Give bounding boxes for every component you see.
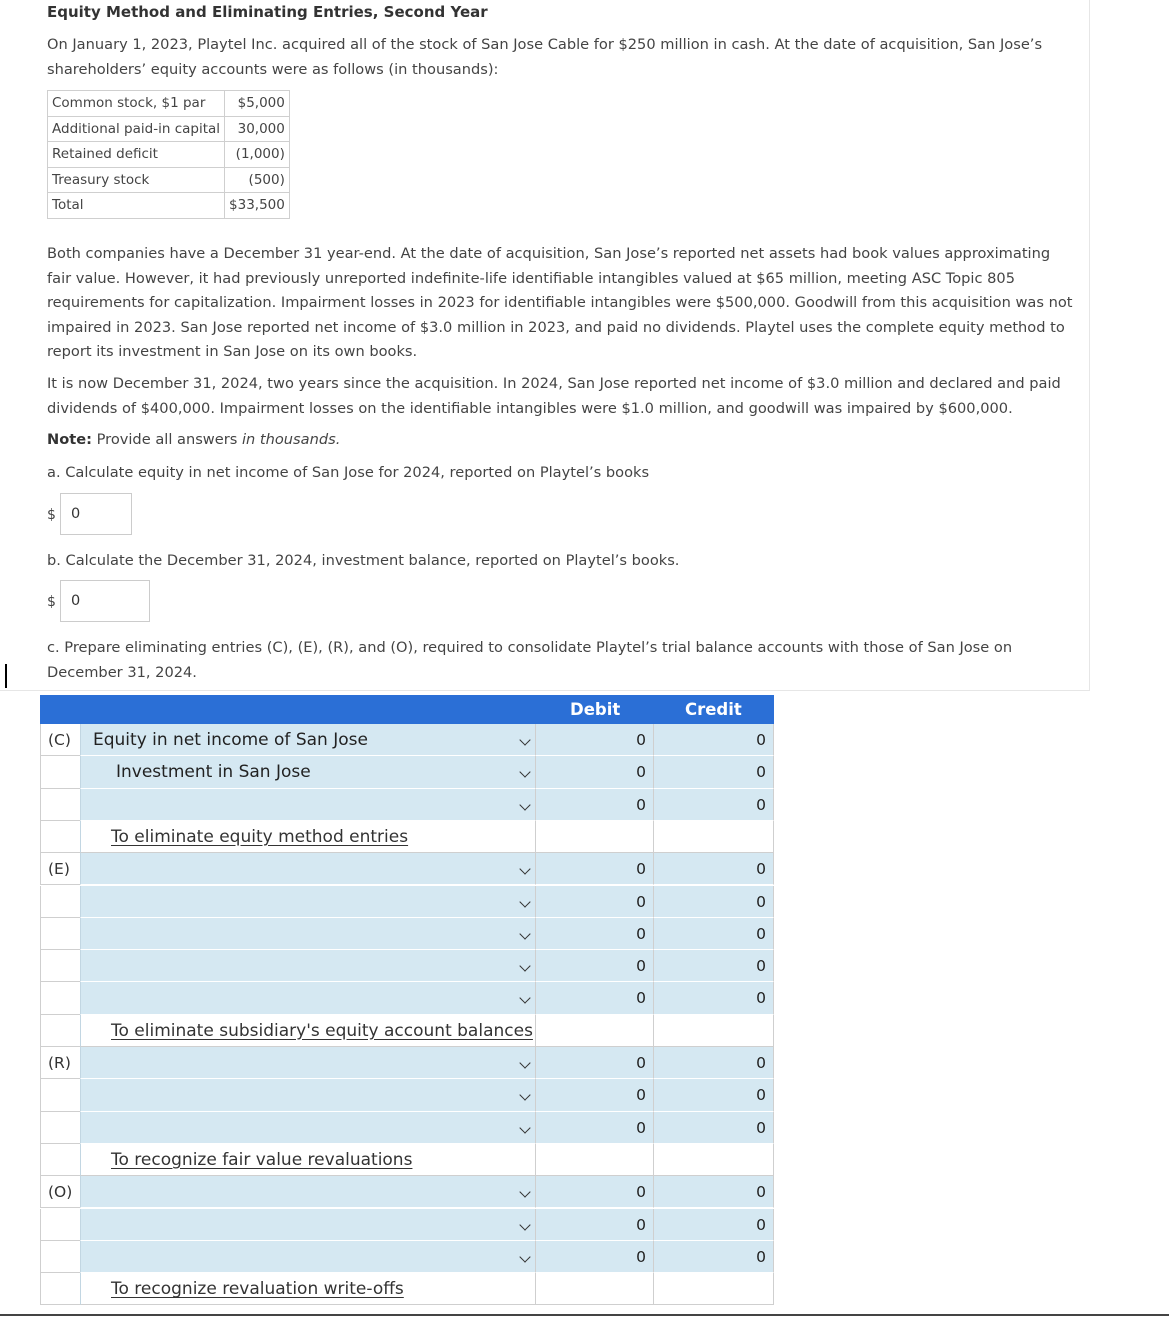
- entry-memo: To eliminate equity method entries: [111, 826, 409, 847]
- chevron-down-icon[interactable]: [519, 896, 530, 907]
- journal-entry-row: [40, 950, 774, 982]
- account-select[interactable]: [80, 1079, 535, 1111]
- facts-paragraph: Both companies have a December 31 year-end. At the date of acquisition, San Jose’s reported net assets had book values approximating fair value. However, it had previously unreported indefinite-life identifiable intangibles valued at $65 million, meeting ASC Topic 805 requirements for capitalization. Impairment losses in 2023 for identifiable intangibles were $500,000. Goodwill from this acquisition was not impaired in 2023. San Jose reported net income of $3.0 million in 2023, and paid no dividends. Playtel uses the complete equity method to report its investment in San Jose on its own books.: [47, 245, 1073, 360]
- equity-amount: $5,000: [225, 91, 290, 117]
- debit-input[interactable]: 0: [535, 1079, 653, 1111]
- journal-memo-row: [40, 1144, 774, 1176]
- journal-entry-row: [40, 982, 774, 1014]
- equity-label: Total: [48, 193, 225, 219]
- account-select[interactable]: [80, 1241, 535, 1273]
- entry-label: [40, 1241, 80, 1273]
- part-a-answer-input[interactable]: 0: [60, 493, 132, 535]
- journal-entry-row: [40, 1112, 774, 1144]
- credit-input[interactable]: 0: [653, 789, 774, 821]
- debit-input[interactable]: 0: [535, 918, 653, 950]
- part-a-prompt: a. Calculate equity in net income of San Jose for 2024, reported on Playtel’s books: [47, 464, 650, 481]
- equity-label: Retained deficit: [48, 142, 225, 168]
- memo-cell: [80, 821, 535, 853]
- table-row: [48, 142, 290, 168]
- entry-label: [40, 1273, 80, 1305]
- entry-label: [40, 1079, 80, 1111]
- chevron-down-icon[interactable]: [519, 799, 530, 810]
- note-italic: in thousands.: [241, 431, 341, 448]
- chevron-down-icon[interactable]: [519, 864, 530, 875]
- credit-input[interactable]: 0: [653, 1209, 774, 1241]
- journal-entry-row: [40, 1176, 774, 1208]
- equity-amount: (500): [225, 167, 290, 193]
- journal-entry-row: [40, 756, 774, 788]
- current-year-paragraph: It is now December 31, 2024, two years since the acquisition. In 2024, San Jose reported net income of $3.0 million and declared and paid dividends of $400,000. Impairment losses on the identifiable intangibles were $1.0 million, and goodwill was impaired by $600,000.: [47, 375, 1061, 417]
- account-name: Equity in net income of San Jose: [93, 730, 368, 750]
- journal-entry-row: [40, 853, 774, 885]
- memo-cell: [80, 1015, 535, 1047]
- intro-paragraph: On January 1, 2023, Playtel Inc. acquired all of the stock of San Jose Cable for $250 million in cash. At the date of acquisition, San Jose’s shareholders’ equity accounts were as follows (in thousands):: [47, 36, 1043, 78]
- entry-label: [40, 950, 80, 982]
- equity-amount: (1,000): [225, 142, 290, 168]
- credit-cell-empty: [653, 1015, 774, 1047]
- entry-label: [40, 1015, 80, 1047]
- memo-cell: [80, 1144, 535, 1176]
- part-c-prompt: c. Prepare eliminating entries (C), (E), (R), and (O), required to consolidate Playtel’s trial balance accounts with those of San Jose on December 31, 2024.: [47, 639, 1013, 681]
- debit-cell-empty: [535, 821, 653, 853]
- credit-cell-empty: [653, 1273, 774, 1305]
- credit-header: Credit: [685, 700, 742, 719]
- equity-label: Common stock, $1 par: [48, 91, 225, 117]
- chevron-down-icon[interactable]: [519, 1057, 530, 1068]
- debit-input[interactable]: 0: [535, 886, 653, 918]
- text-cursor: [5, 664, 7, 688]
- journal-memo-row: [40, 1273, 774, 1305]
- chevron-down-icon[interactable]: [519, 1187, 530, 1198]
- problem-title: Equity Method and Eliminating Entries, Second Year: [47, 3, 488, 21]
- entry-label: [40, 821, 80, 853]
- problem-panel: [0, 0, 1090, 691]
- credit-input[interactable]: 0: [653, 950, 774, 982]
- table-row: [48, 193, 290, 219]
- entry-label: [40, 789, 80, 821]
- account-select[interactable]: [80, 756, 535, 788]
- credit-input[interactable]: 0: [653, 756, 774, 788]
- entry-label: [40, 1144, 80, 1176]
- chevron-down-icon[interactable]: [519, 928, 530, 939]
- entry-label: [40, 982, 80, 1014]
- journal-entry-row: [40, 1079, 774, 1111]
- table-row: [48, 167, 290, 193]
- entry-label: (C): [40, 724, 80, 756]
- credit-input[interactable]: 0: [653, 1047, 774, 1079]
- chevron-down-icon[interactable]: [519, 960, 530, 971]
- entry-label: [40, 1209, 80, 1241]
- memo-cell: [80, 1273, 535, 1305]
- debit-header: Debit: [570, 700, 621, 719]
- journal-memo-row: [40, 821, 774, 853]
- account-select[interactable]: [80, 1047, 535, 1079]
- chevron-down-icon[interactable]: [519, 1251, 530, 1262]
- entry-memo: To recognize fair value revaluations: [111, 1149, 413, 1170]
- bottom-divider: [0, 1314, 1169, 1316]
- entry-memo: To eliminate subsidiary's equity account balances: [111, 1020, 533, 1041]
- chevron-down-icon[interactable]: [519, 734, 530, 745]
- account-select[interactable]: [80, 1176, 535, 1208]
- account-select[interactable]: [80, 1112, 535, 1144]
- account-select[interactable]: [80, 982, 535, 1014]
- account-select[interactable]: [80, 886, 535, 918]
- entry-label: (E): [40, 853, 80, 885]
- note-body: Provide all answers: [96, 431, 238, 448]
- credit-input[interactable]: 0: [653, 1112, 774, 1144]
- note-label: Note:: [47, 431, 92, 448]
- equity-amount: 30,000: [225, 116, 290, 142]
- journal-memo-row: [40, 1015, 774, 1047]
- part-b-prompt: b. Calculate the December 31, 2024, investment balance, reported on Playtel’s books.: [47, 552, 680, 569]
- credit-input[interactable]: 0: [653, 853, 774, 885]
- equity-accounts-table: [47, 90, 290, 219]
- journal-entry-row: [40, 1209, 774, 1241]
- debit-cell-empty: [535, 1015, 653, 1047]
- debit-input[interactable]: 0: [535, 1112, 653, 1144]
- entry-label: [40, 1112, 80, 1144]
- entry-label: [40, 886, 80, 918]
- table-row: [48, 91, 290, 117]
- currency-symbol: $: [47, 594, 56, 610]
- journal-entry-row: [40, 789, 774, 821]
- entry-memo: To recognize revaluation write-offs: [111, 1279, 404, 1300]
- table-row: [48, 116, 290, 142]
- journal-entry-row: [40, 886, 774, 918]
- journal-entry-row: [40, 918, 774, 950]
- chevron-down-icon[interactable]: [519, 1090, 530, 1101]
- chevron-down-icon[interactable]: [519, 767, 530, 778]
- journal-entry-row: [40, 1241, 774, 1273]
- chevron-down-icon[interactable]: [519, 993, 530, 1004]
- debit-input[interactable]: 0: [535, 1176, 653, 1208]
- debit-input[interactable]: 0: [535, 1241, 653, 1273]
- note-text: [47, 431, 340, 448]
- journal-entry-row: [40, 724, 774, 756]
- entry-label: (R): [40, 1047, 80, 1079]
- debit-cell-empty: [535, 1144, 653, 1176]
- equity-amount: $33,500: [225, 193, 290, 219]
- account-select[interactable]: [80, 1209, 535, 1241]
- debit-cell-empty: [535, 1273, 653, 1305]
- debit-input[interactable]: 0: [535, 853, 653, 885]
- credit-input[interactable]: 0: [653, 1176, 774, 1208]
- debit-input[interactable]: 0: [535, 789, 653, 821]
- account-select[interactable]: [80, 950, 535, 982]
- debit-input[interactable]: 0: [535, 756, 653, 788]
- debit-input[interactable]: 0: [535, 1047, 653, 1079]
- account-select[interactable]: [80, 724, 535, 756]
- credit-input[interactable]: 0: [653, 982, 774, 1014]
- credit-input[interactable]: 0: [653, 1079, 774, 1111]
- debit-input[interactable]: 0: [535, 982, 653, 1014]
- entry-label: (O): [40, 1176, 80, 1208]
- entry-label: [40, 756, 80, 788]
- journal-header: [40, 695, 774, 724]
- account-name: Investment in San Jose: [116, 762, 311, 783]
- account-select[interactable]: [80, 789, 535, 821]
- currency-symbol: $: [47, 507, 56, 523]
- entry-label: [40, 918, 80, 950]
- debit-input[interactable]: 0: [535, 1209, 653, 1241]
- equity-label: Additional paid-in capital: [48, 116, 225, 142]
- chevron-down-icon[interactable]: [519, 1122, 530, 1133]
- credit-input[interactable]: 0: [653, 886, 774, 918]
- part-b-answer-input[interactable]: 0: [60, 580, 150, 622]
- credit-input[interactable]: 0: [653, 1241, 774, 1273]
- account-select[interactable]: [80, 918, 535, 950]
- journal-entry-row: [40, 1047, 774, 1079]
- credit-input[interactable]: 0: [653, 724, 774, 756]
- debit-input[interactable]: 0: [535, 950, 653, 982]
- credit-cell-empty: [653, 821, 774, 853]
- credit-input[interactable]: 0: [653, 918, 774, 950]
- debit-input[interactable]: 0: [535, 724, 653, 756]
- chevron-down-icon[interactable]: [519, 1219, 530, 1230]
- account-select[interactable]: [80, 853, 535, 885]
- equity-label: Treasury stock: [48, 167, 225, 193]
- credit-cell-empty: [653, 1144, 774, 1176]
